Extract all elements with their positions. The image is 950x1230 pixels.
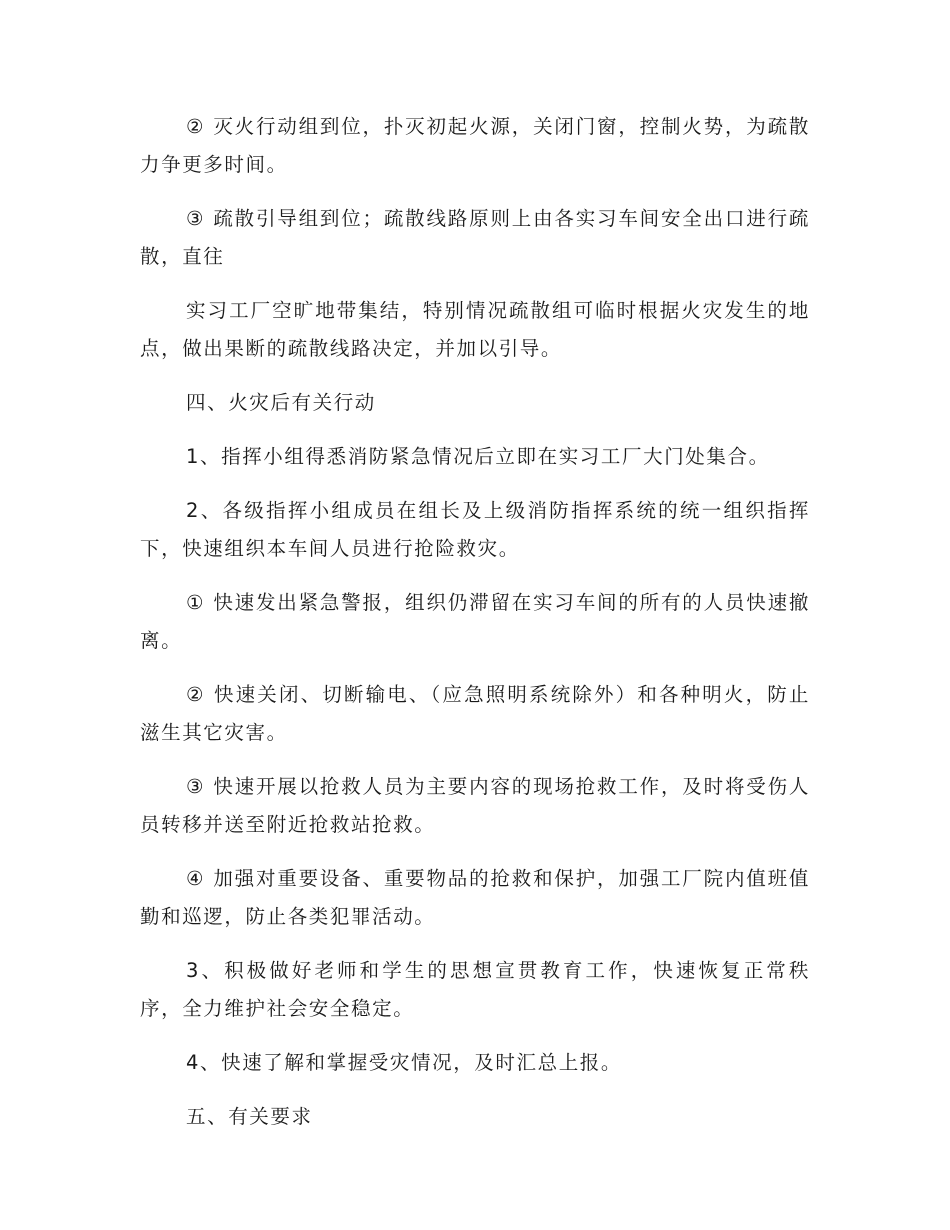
paragraph-subitem-4: ④ 加强对重要设备、重要物品的抢救和保护，加强工厂院内值班值勤和巡逻，防止各类犯罪活动。	[140, 867, 810, 928]
paragraph-fire-fighting-group: ② 灭火行动组到位，扑灭初起火源，关闭门窗，控制火势，为疏散力争更多时间。	[140, 115, 810, 176]
paragraph-subitem-2: ② 快速关闭、切断输电、（应急照明系统除外）和各种明火，防止滋生其它灾害。	[140, 683, 810, 744]
paragraph-evacuation-group: ③ 疏散引导组到位；疏散线路原则上由各实习车间安全出口进行疏散，直往	[140, 207, 810, 268]
paragraph-item-1: 1、指挥小组得悉消防紧急情况后立即在实习工厂大门处集合。	[186, 445, 770, 468]
paragraph-item-2: 2、各级指挥小组成员在组长及上级消防指挥系统的统一组织指挥下，快速组织本车间人员进行抢险救灾。	[140, 499, 810, 560]
paragraph-assembly-area: 实习工厂空旷地带集结，特别情况疏散组可临时根据火灾发生的地点，做出果断的疏散线路决定，并加以引导。	[140, 299, 810, 360]
paragraph-subitem-1: ① 快速发出紧急警报，组织仍滞留在实习车间的所有的人员快速撤离。	[140, 591, 810, 652]
document-body	[140, 108, 810, 1152]
section-heading-requirements: 五、有关要求	[186, 1105, 313, 1128]
paragraph-item-3: 3、积极做好老师和学生的思想宣贯教育工作，快速恢复正常秩序，全力维护社会安全稳定。	[140, 959, 810, 1020]
section-heading-after-fire: 四、火灾后有关行动	[186, 391, 376, 414]
paragraph-subitem-3: ③ 快速开展以抢救人员为主要内容的现场抢救工作，及时将受伤人员转移并送至附近抢救站抢救。	[140, 775, 810, 836]
paragraph-item-4: 4、快速了解和掌握受灾情况，及时汇总上报。	[186, 1051, 623, 1074]
